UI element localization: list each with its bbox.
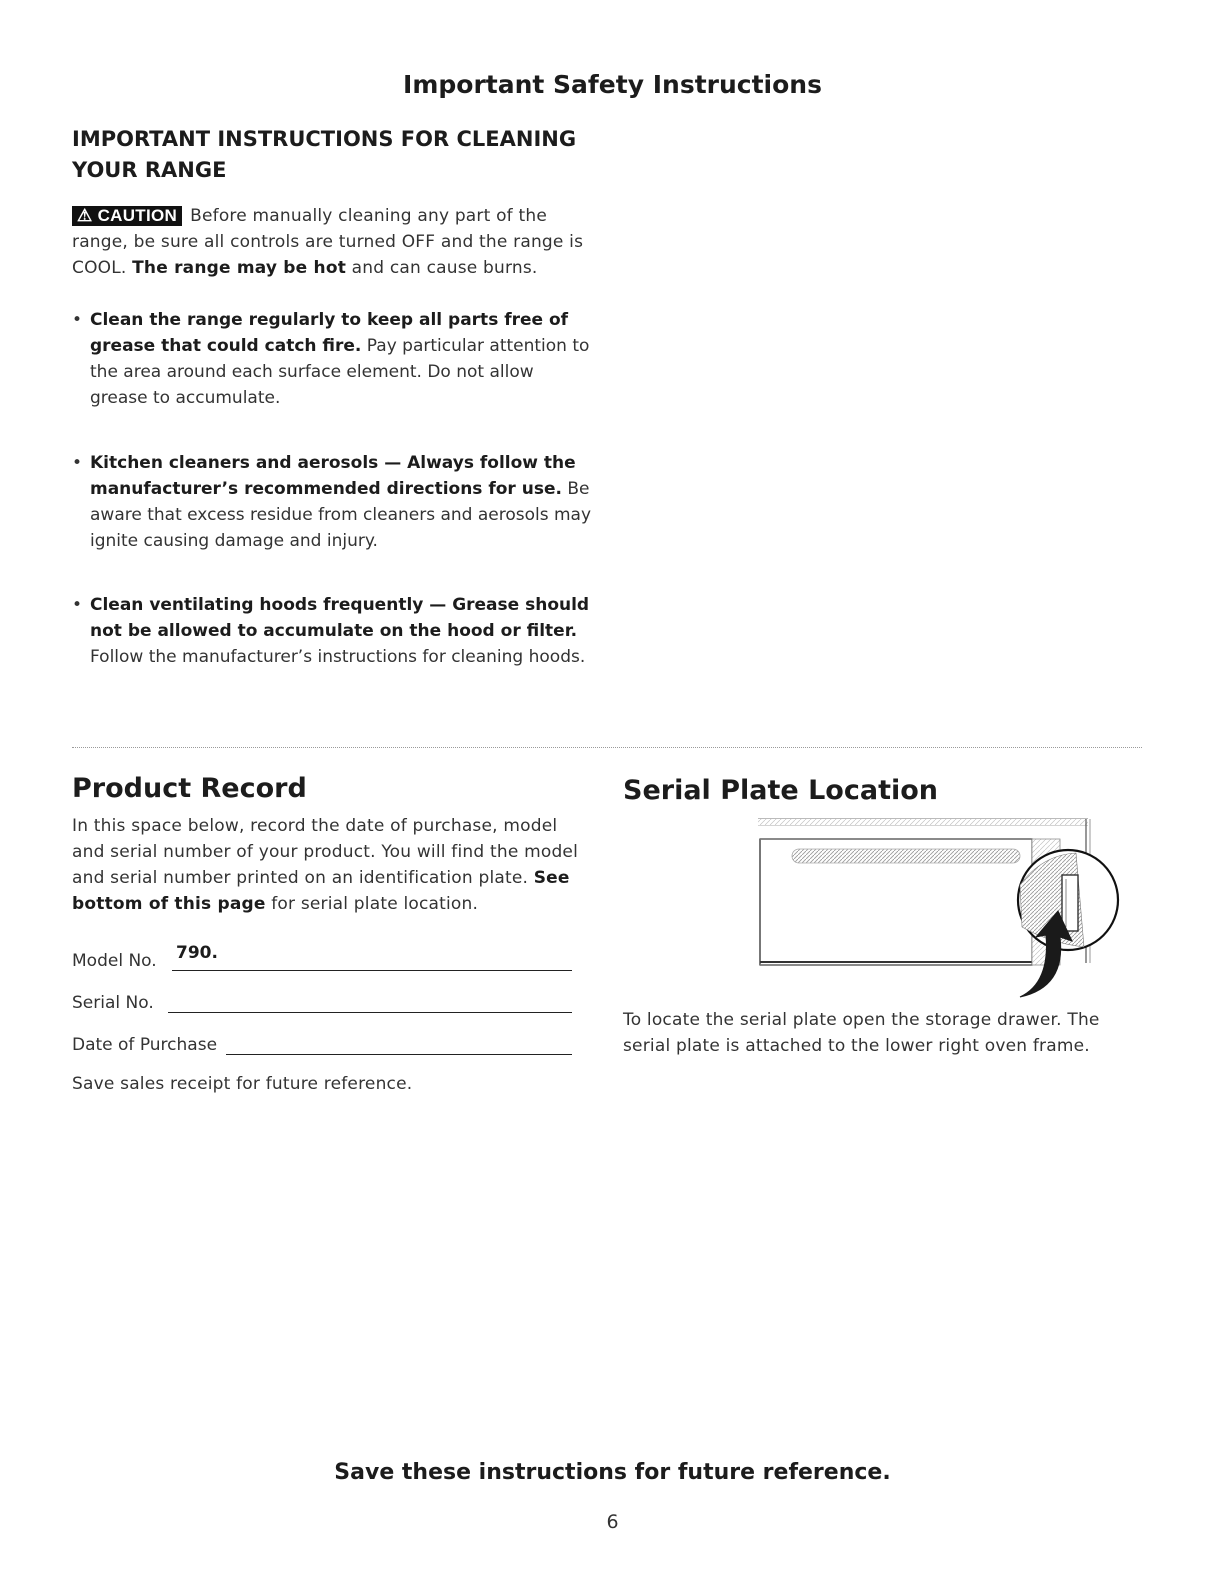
page-title: Important Safety Instructions: [403, 70, 822, 99]
product-record-heading: Product Record: [72, 773, 307, 804]
bullet-dot-icon: •: [72, 595, 83, 615]
serial-plate-caption: To locate the serial plate open the storage drawer. The serial plate is attached to the lower right oven frame.: [623, 1010, 1100, 1056]
intro-text-1: In this space below, record the date of purchase, model and serial number of your product. You will find the model and serial number printed on an identification plate.: [72, 816, 579, 888]
serial-number-field[interactable]: [72, 985, 572, 1019]
bullet-ventilating-hoods: [72, 592, 592, 670]
date-of-purchase-field[interactable]: [72, 1027, 572, 1061]
serial-plate-heading: Serial Plate Location: [623, 775, 938, 806]
date-of-purchase-line[interactable]: [226, 1053, 572, 1055]
serial-number-line[interactable]: [168, 1011, 572, 1013]
date-of-purchase-label: Date of Purchase: [72, 1035, 218, 1055]
bullet-text: Follow the manufacturer’s instructions for cleaning hoods.: [90, 647, 586, 667]
caution-badge: ⚠ CAUTION: [72, 206, 182, 226]
bullet-bold: Kitchen cleaners and aerosols — Always follow the manufacturer’s recommended directions for use.: [90, 453, 576, 499]
bullet-dot-icon: •: [72, 310, 83, 330]
bullet-kitchen-cleaners: [72, 450, 592, 554]
model-number-label: Model No.: [72, 951, 157, 971]
caution-text-1: Before manually cleaning any part of the range, be sure all controls are turned OFF and the range is COOL.: [72, 206, 584, 278]
receipt-note: Save sales receipt for future reference.: [72, 1074, 413, 1094]
drawer-illustration: [750, 815, 1130, 1005]
bullet-text: Be aware that excess residue from cleaners and aerosols may ignite causing damage and injury.: [90, 479, 592, 551]
page-number: 6: [606, 1511, 619, 1533]
caution-text-2: and can cause burns.: [346, 258, 538, 278]
model-number-field[interactable]: [72, 943, 572, 977]
cleaning-heading-line1: IMPORTANT INSTRUCTIONS FOR CLEANING: [72, 127, 577, 151]
serial-number-label: Serial No.: [72, 993, 154, 1013]
model-number-value: 790.: [176, 943, 218, 963]
product-record-intro: [72, 813, 592, 917]
intro-text-bold: See bottom of this page: [72, 868, 570, 914]
intro-text-2: for serial plate location.: [265, 894, 479, 914]
bullet-bold: Clean ventilating hoods frequently — Grease should not be allowed to accumulate on the hood or filter.: [90, 595, 590, 641]
cleaning-heading-line2: YOUR RANGE: [72, 158, 227, 182]
section-divider: [72, 747, 1142, 748]
bullet-dot-icon: •: [72, 453, 83, 473]
caution-text-bold: The range may be hot: [132, 258, 347, 278]
bullet-text: Pay particular attention to the area around each surface element. Do not allow grease to accumulate.: [90, 336, 590, 408]
footer-note: Save these instructions for future reference.: [334, 1460, 891, 1485]
model-number-line[interactable]: [172, 969, 572, 971]
bullet-clean-regularly: [72, 307, 592, 411]
caution-paragraph: [72, 203, 592, 281]
bullet-bold: Clean the range regularly to keep all parts free of grease that could catch fire.: [90, 310, 569, 356]
cleaning-heading: [72, 124, 592, 186]
